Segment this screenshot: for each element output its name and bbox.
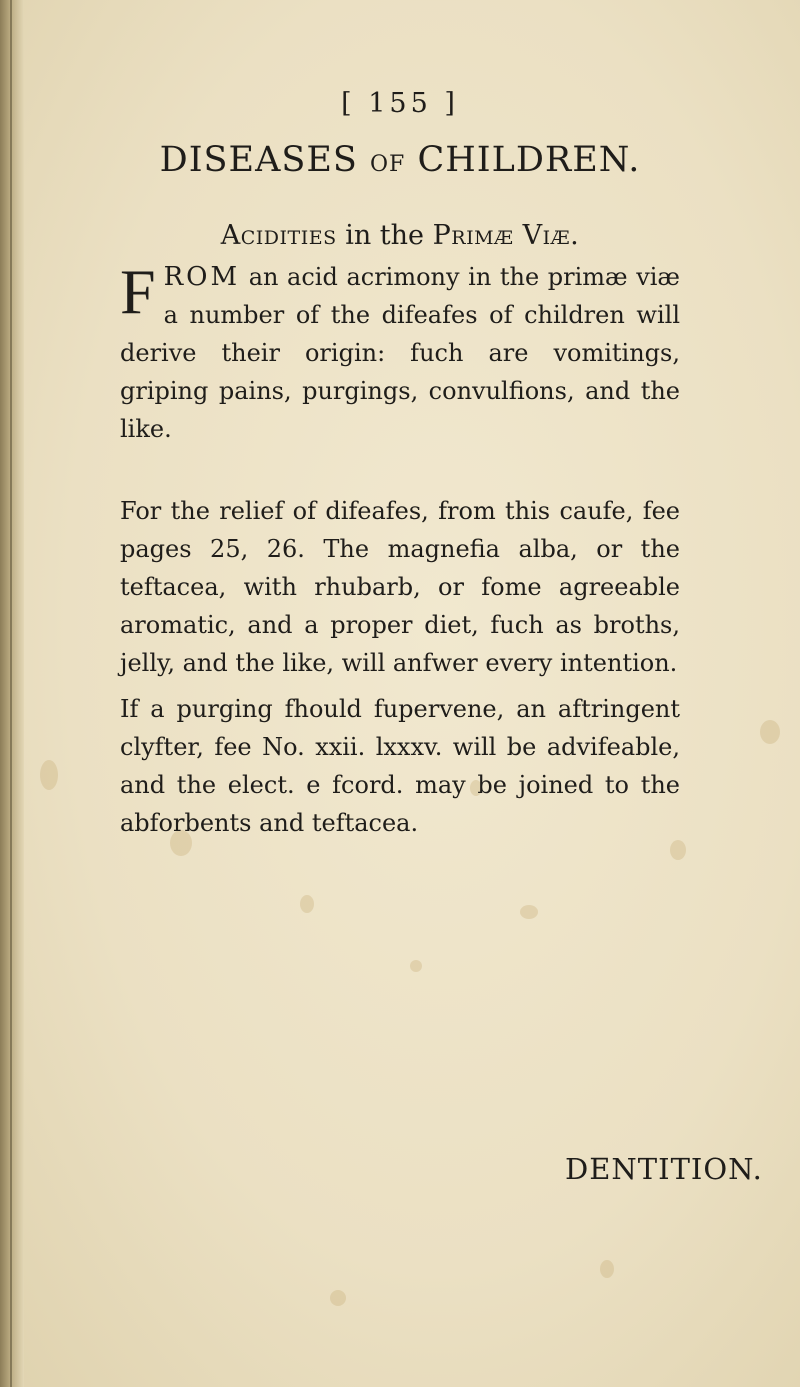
foxing-spot bbox=[40, 760, 58, 790]
paragraph-purging: If a purging fhould fupervene, an aftringent clyfter, fee No. xxii. lxxxv. will be advifeable, and the elect. e fcord. may be joined to the abforbents and teftacea. bbox=[120, 695, 680, 837]
heading-word-of: OF bbox=[370, 152, 406, 177]
foxing-spot bbox=[670, 840, 686, 860]
catchword: DENTITION. bbox=[565, 1152, 763, 1186]
paragraph-lead-word: ROM bbox=[163, 262, 241, 292]
drop-cap: F bbox=[120, 256, 156, 327]
section-title-connector: in the bbox=[345, 220, 425, 251]
paragraph-text: an acid acrimony in the primæ viæ a number of the difeafes of children will derive their origin: fuch are vomitings, griping pains, purgings, convulfions, and the like. bbox=[120, 263, 680, 443]
section-title-acidities: Acidities bbox=[220, 220, 337, 251]
heading-word-children: CHILDREN. bbox=[417, 140, 641, 180]
binding-edge bbox=[10, 0, 12, 1387]
section-title-primae-viae: Primæ Viæ. bbox=[432, 220, 580, 251]
page-heading bbox=[0, 140, 800, 180]
paragraph-relief: For the relief of difeafes, from this caufe, fee pages 25, 26. The magnefia alba, or the teftacea, with rhubarb, or fome agreeable aromatic, and a proper diet, fuch as broths, jelly, and the like, will anfwer every intention. bbox=[120, 497, 680, 677]
foxing-spot bbox=[600, 1260, 614, 1278]
heading-word-diseases: DISEASES bbox=[159, 140, 358, 180]
foxing-spot bbox=[330, 1290, 346, 1306]
foxing-spot bbox=[300, 895, 314, 913]
section-title bbox=[0, 220, 800, 251]
foxing-spot bbox=[520, 905, 538, 919]
paragraph-acidity-causes bbox=[120, 258, 680, 448]
binding-gutter bbox=[0, 0, 24, 1387]
page-number: [ 155 ] bbox=[341, 88, 459, 119]
foxing-spot bbox=[760, 720, 780, 744]
foxing-spot bbox=[410, 960, 422, 972]
